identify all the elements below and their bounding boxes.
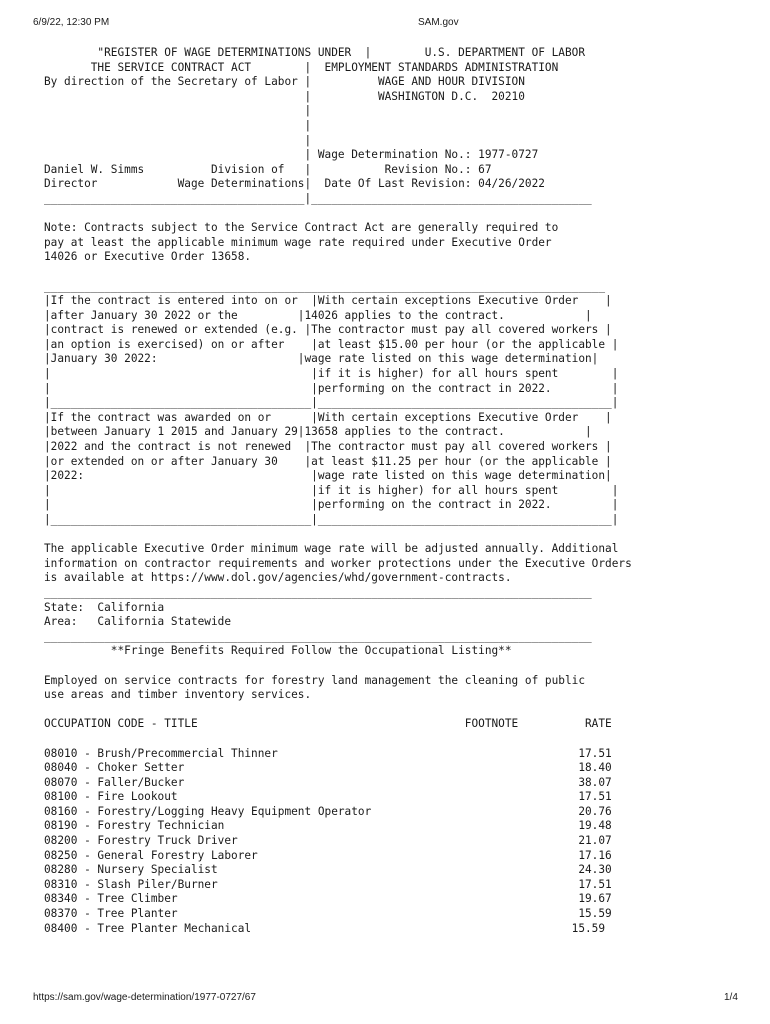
document-line: 08040 - Choker Setter 18.40	[44, 761, 612, 775]
document-line: is available at https://www.dol.gov/agencies/whd/government-contracts.	[44, 571, 512, 585]
document-line: | WASHINGTON D.C. 20210	[44, 89, 525, 103]
document-line: |January 30 2022: |wage rate listed on this wage determination|	[44, 352, 599, 366]
document-line: Area: California Statewide	[44, 615, 232, 629]
document-line: 08160 - Forestry/Logging Heavy Equipment Operator 20.76	[44, 804, 612, 818]
document-line: |2022: |wage rate listed on this wage determination|	[44, 469, 612, 483]
document-line: 14026 or Executive Order 13658.	[44, 250, 252, 264]
document-line: |	[44, 133, 312, 147]
document-line	[44, 265, 632, 280]
document-line: __________________________________________________________________________________	[44, 585, 592, 599]
document-line: 08100 - Fire Lookout 17.51	[44, 790, 612, 804]
print-url: https://sam.gov/wage-determination/1977-0727/67	[33, 992, 256, 1003]
print-site-title: SAM.gov	[418, 17, 459, 28]
document-line: THE SERVICE CONTRACT ACT | EMPLOYMENT STANDARDS ADMINISTRATION	[44, 60, 559, 74]
document-line	[44, 528, 632, 543]
document-line: 08370 - Tree Planter 15.59	[44, 907, 612, 921]
document-line: |_______________________________________|____________________________________________|	[44, 513, 619, 526]
document-line: 08070 - Faller/Bucker 38.07	[44, 775, 612, 789]
document-line: 08400 - Tree Planter Mechanical 15.59	[44, 921, 606, 935]
document-line: use areas and timber inventory services.	[44, 688, 312, 702]
document-line: information on contractor requirements and worker protections under the Executive Orders	[44, 556, 632, 570]
document-line: "REGISTER OF WAGE DETERMINATIONS UNDER | U.S. DEPARTMENT OF LABOR	[44, 46, 585, 59]
document-line: _______________________________________|__________________________________________	[44, 191, 592, 205]
document-line: |after January 30 2022 or the |14026 applies to the contract. |	[44, 308, 592, 322]
document-line: |contract is renewed or extended (e.g. |The contractor must pay all covered workers |	[44, 323, 612, 337]
document-line: |	[44, 104, 312, 118]
document-line	[44, 207, 632, 222]
document-line: | |performing on the contract in 2022. |	[44, 381, 619, 395]
print-datetime: 6/9/22, 12:30 PM	[33, 17, 110, 28]
document-line: Daniel W. Simms Division of | Revision No.: 67	[44, 162, 492, 176]
document-line: | |if it is higher) for all hours spent |	[44, 483, 619, 497]
document-line: 08250 - General Forestry Laborer 17.16	[44, 848, 612, 862]
document-line: 08340 - Tree Climber 19.67	[44, 892, 612, 906]
document-line: **Fringe Benefits Required Follow the Occupational Listing**	[44, 644, 512, 658]
document-line: | |performing on the contract in 2022. |	[44, 498, 619, 512]
document-line: |between January 1 2015 and January 29|13658 applies to the contract. |	[44, 425, 592, 439]
document-line: |If the contract is entered into on or |With certain exceptions Executive Order |	[44, 294, 612, 308]
document-line: 08310 - Slash Piler/Burner 17.51	[44, 877, 612, 891]
document-line	[44, 732, 632, 747]
document-line: The applicable Executive Order minimum wage rate will be adjusted annually. Additional	[44, 542, 619, 556]
document-line: |2022 and the contract is not renewed |The contractor must pay all covered workers |	[44, 440, 612, 454]
document-line: Note: Contracts subject to the Service Contract Act are generally required to	[44, 221, 559, 235]
document-line	[44, 659, 632, 674]
document-line: 08200 - Forestry Truck Driver 21.07	[44, 834, 612, 848]
document-line: State: California	[44, 600, 165, 614]
document-line: 08010 - Brush/Precommercial Thinner 17.51	[44, 746, 612, 760]
document-line: OCCUPATION CODE - TITLE FOOTNOTE RATE	[44, 717, 612, 731]
document-line: |_______________________________________|____________________________________________|	[44, 396, 619, 410]
document-line: ____________________________________________________________________________________	[44, 279, 606, 293]
document-line: __________________________________________________________________________________	[44, 629, 592, 643]
print-page-number: 1/4	[724, 992, 738, 1003]
document-line: 08280 - Nursery Specialist 24.30	[44, 863, 612, 877]
wage-determination-document	[44, 46, 632, 936]
document-line: | |if it is higher) for all hours spent |	[44, 367, 619, 381]
document-line: |or extended on or after January 30 |at least $11.25 per hour (or the applicable |	[44, 454, 612, 468]
document-line: Employed on service contracts for forestry land management the cleaning of public	[44, 673, 585, 687]
document-line: |an option is exercised) on or after |at least $15.00 per hour (or the applicable |	[44, 337, 619, 351]
document-line: pay at least the applicable minimum wage rate required under Executive Order	[44, 235, 552, 249]
document-line	[44, 703, 632, 718]
document-line: |If the contract was awarded on or |With certain exceptions Executive Order |	[44, 410, 612, 424]
document-line: |	[44, 118, 312, 132]
document-line: Director Wage Determinations| Date Of Last Revision: 04/26/2022	[44, 177, 545, 191]
document-line: 08190 - Forestry Technician 19.48	[44, 819, 612, 833]
document-line: | Wage Determination No.: 1977-0727	[44, 148, 539, 162]
document-line: By direction of the Secretary of Labor | WAGE AND HOUR DIVISION	[44, 75, 525, 89]
